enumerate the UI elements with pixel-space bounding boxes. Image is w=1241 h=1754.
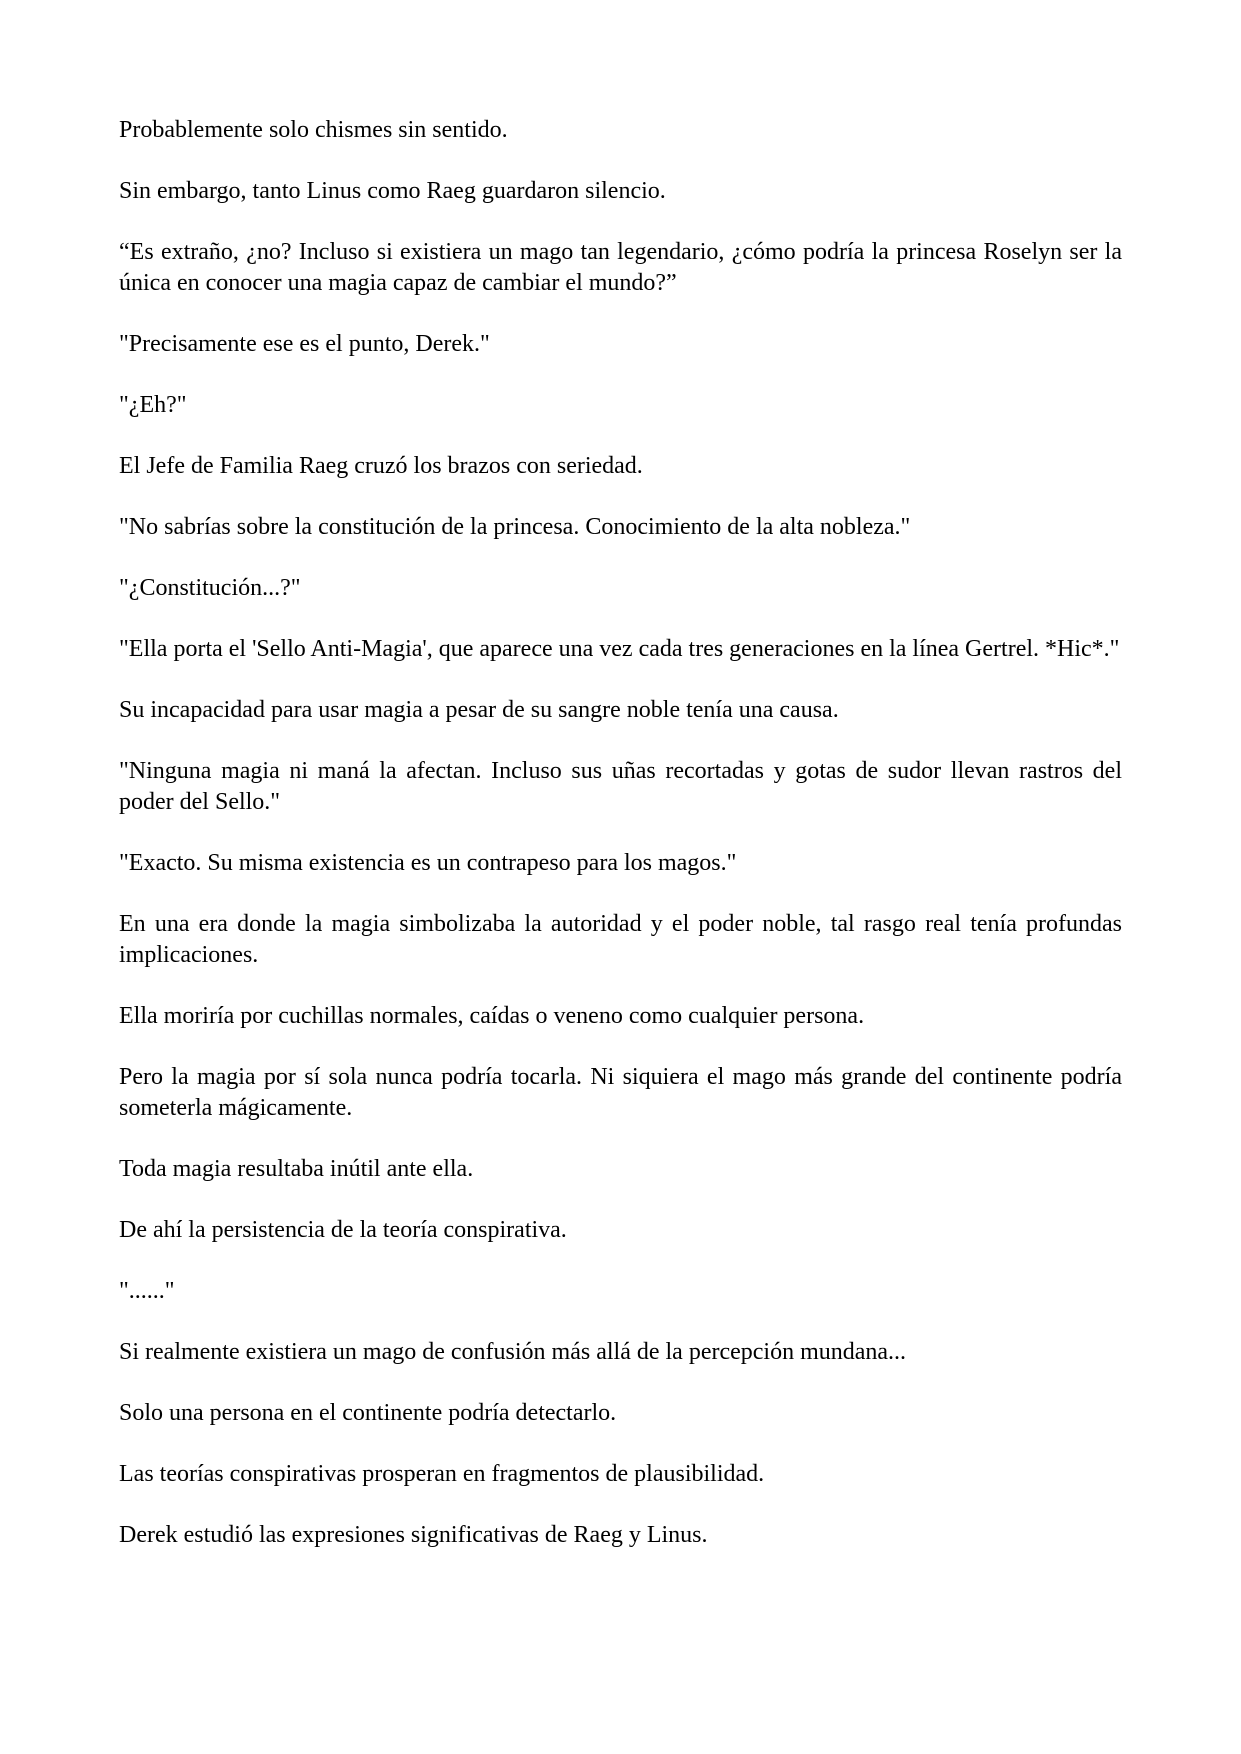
paragraph: Ella moriría por cuchillas normales, caídas o veneno como cualquier persona. (119, 1003, 865, 1029)
paragraph: Las teorías conspirativas prosperan en fragmentos de plausibilidad. (119, 1461, 765, 1487)
paragraph: En una era donde la magia simbolizaba la autoridad y el poder noble, tal rasgo real tenía profundas implicaciones. (119, 911, 1122, 968)
paragraph: Si realmente existiera un mago de confusión más allá de la percepción mundana... (119, 1339, 907, 1365)
document-body (119, 115, 1122, 1581)
paragraph: El Jefe de Familia Raeg cruzó los brazos con seriedad. (119, 453, 643, 479)
paragraph: "No sabrías sobre la constitución de la princesa. Conocimiento de la alta nobleza." (119, 514, 911, 540)
paragraph: “Es extraño, ¿no? Incluso si existiera un mago tan legendario, ¿cómo podría la princesa Roselyn ser la única en conocer una magia capaz de cambiar el mundo?” (119, 239, 1122, 296)
paragraph: "¿Eh?" (119, 392, 187, 418)
paragraph: De ahí la persistencia de la teoría conspirativa. (119, 1217, 567, 1243)
paragraph: Su incapacidad para usar magia a pesar de su sangre noble tenía una causa. (119, 697, 839, 723)
paragraph: Probablemente solo chismes sin sentido. (119, 117, 508, 143)
paragraph: "......" (119, 1278, 175, 1304)
paragraph: Pero la magia por sí sola nunca podría tocarla. Ni siquiera el mago más grande del continente podría someterla mágicamente. (119, 1064, 1122, 1121)
paragraph: Toda magia resultaba inútil ante ella. (119, 1156, 474, 1182)
paragraph: "Ninguna magia ni maná la afectan. Incluso sus uñas recortadas y gotas de sudor llevan rastros del poder del Sello." (119, 758, 1122, 815)
paragraph: "Precisamente ese es el punto, Derek." (119, 331, 490, 357)
paragraph: Derek estudió las expresiones significativas de Raeg y Linus. (119, 1522, 708, 1548)
paragraph: "Ella porta el 'Sello Anti-Magia', que aparece una vez cada tres generaciones en la línea Gertrel. *Hic*." (119, 636, 1120, 662)
paragraph: Solo una persona en el continente podría detectarlo. (119, 1400, 617, 1426)
paragraph: "¿Constitución...?" (119, 575, 301, 601)
paragraph: "Exacto. Su misma existencia es un contrapeso para los magos." (119, 850, 737, 876)
paragraph: Sin embargo, tanto Linus como Raeg guardaron silencio. (119, 178, 666, 204)
